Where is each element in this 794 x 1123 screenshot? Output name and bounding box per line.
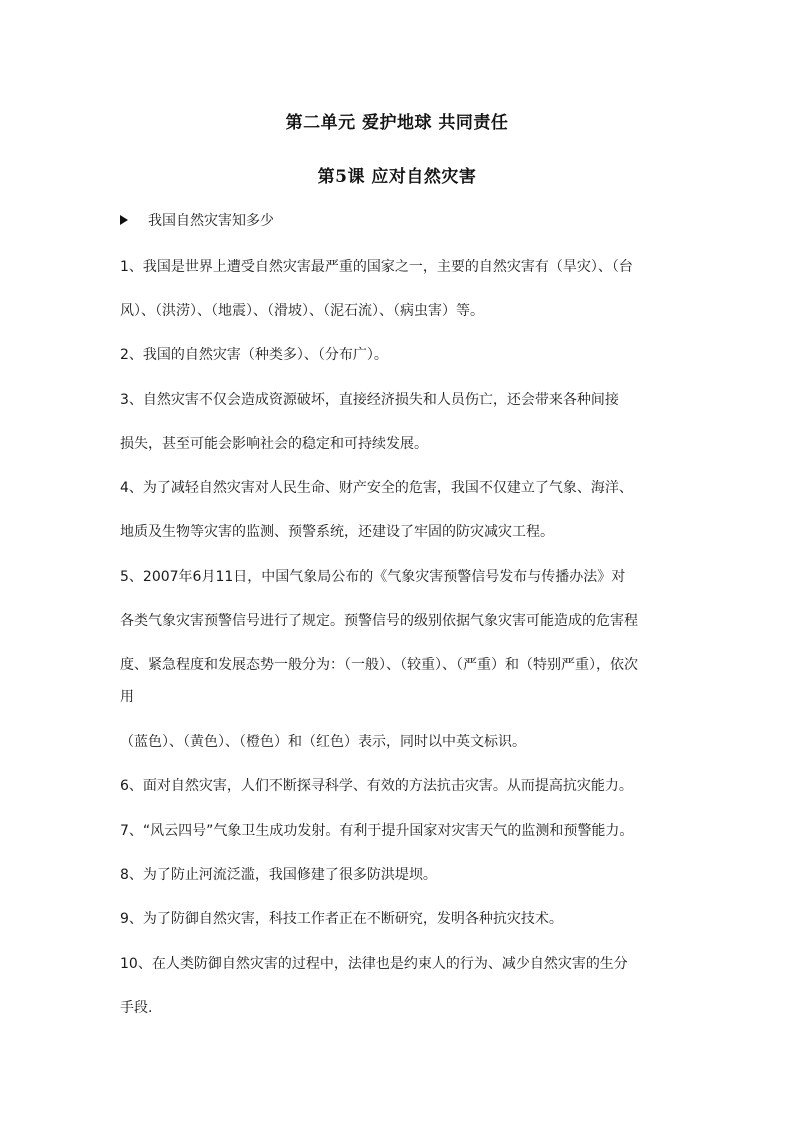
paragraph-line: 7、“风云四号”气象卫生成功发射。有利于提升国家对灾害天气的监测和预警能力。 [120,823,634,839]
paragraph-line: 1、我国是世界上遭受自然灾害最严重的国家之一，主要的自然灾害有（旱灾）、（台 [120,259,633,275]
lesson-title: 第5课 应对自然灾害 [317,167,477,187]
paragraph-line: 用 [120,689,134,705]
paragraph-line: （蓝色）、（黄色）、（橙色）和（红色）表示，同时以中英文标识。 [120,734,526,750]
unit-title: 第二单元 爱护地球 共同责任 [285,113,509,133]
paragraph-line: 3、自然灾害不仅会造成资源破坏，直接经济损失和人员伤亡，还会带来各种间接 [120,392,619,408]
paragraph-line: 8、为了防止河流泛滥，我国修建了很多防洪堤坝。 [120,867,437,883]
paragraph-line: 2、我国的自然灾害（种类多）、（分布广）。 [120,347,388,363]
paragraph-line: 9、为了防御自然灾害，科技工作者正在不断研究，发明各种抗灾技术。 [120,911,563,927]
paragraph-line: 各类气象灾害预警信号进行了规定。预警信号的级别依据气象灾害可能造成的危害程 [120,613,638,629]
paragraph-line: 损失，甚至可能会影响社会的稳定和可持续发展。 [120,436,428,452]
paragraph-line: 手段. [120,1000,153,1016]
arrow-bullet-icon [120,215,128,225]
paragraph-line: 10、在人类防御自然灾害的过程中，法律也是约束人的行为、减少自然灾害的生分 [120,956,628,972]
paragraph-line: 5、2007年6月11日，中国气象局公布的《气象灾害预警信号发布与传播办法》对 [120,569,626,585]
section-heading [120,212,274,230]
paragraph-line: 6、面对自然灾害，人们不断探寻科学、有效的方法抗击灾害。从而提高抗灾能力。 [120,778,633,794]
paragraph-line: 风）、（洪涝）、（地震）、（滑坡）、（泥石流）、（病虫害）等。 [120,303,484,319]
paragraph-line: 地质及生物等灾害的监测、预警系统，还建设了牢固的防灾减灾工程。 [120,524,554,540]
paragraph-line: 4、为了减轻自然灾害对人民生命、财产安全的危害，我国不仅建立了气象、海洋、 [120,480,633,496]
section-heading-text: 我国自然灾害知多少 [148,213,274,229]
paragraph-line: 度、紧急程度和发展态势一般分为：（一般）、（较重）、（严重）和（特别严重），依次 [120,657,638,673]
